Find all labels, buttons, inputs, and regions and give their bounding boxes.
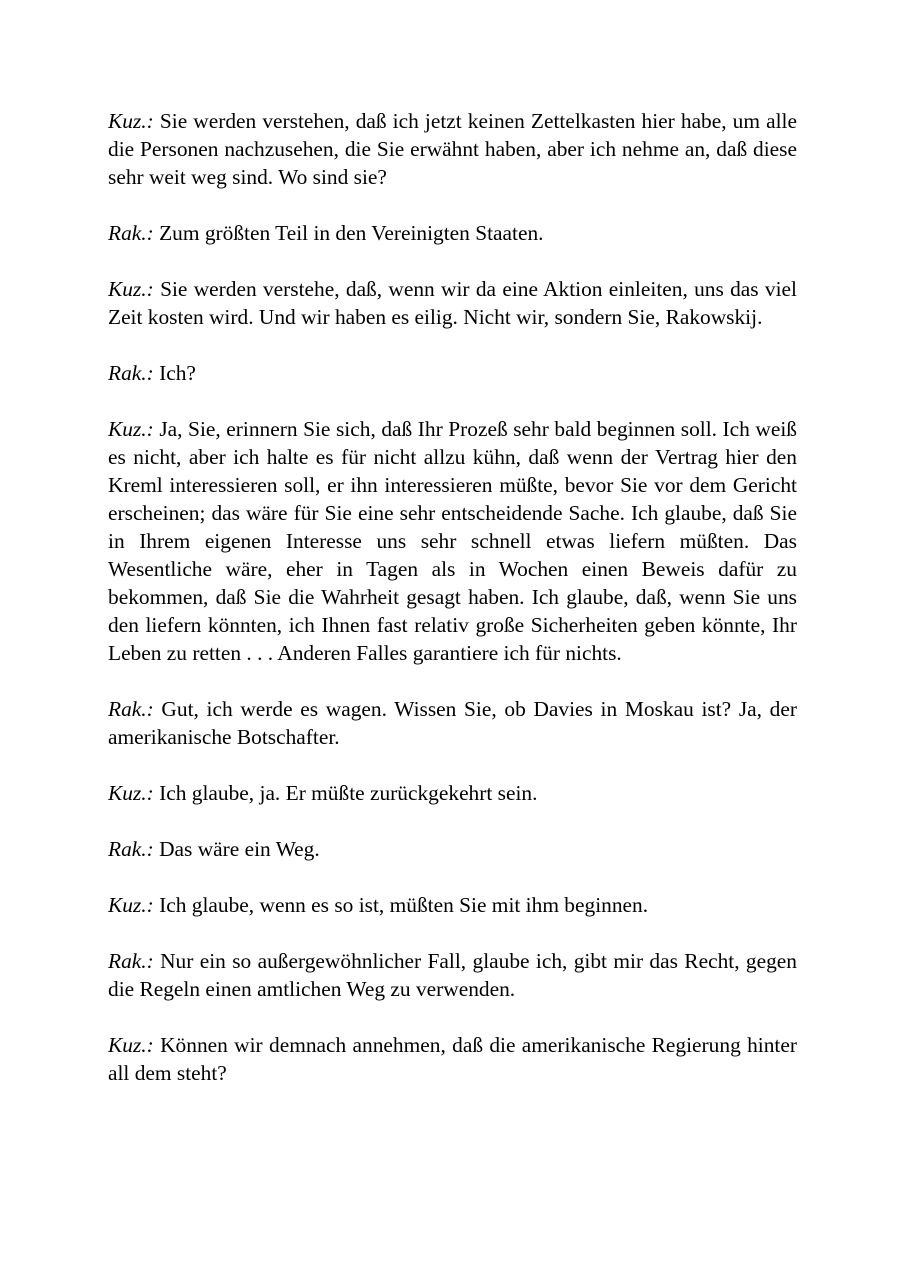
- dialogue-text: Ja, Sie, erinnern Sie sich, daß Ihr Prozeß sehr bald beginnen soll. Ich weiß es nicht, aber ich halte es für nicht allzu kühn, daß wenn der Vertrag hier den Kreml interessieren soll, er ihn interessieren müßte, bevor Sie vor dem Gericht erscheinen; das wäre für Sie eine sehr entscheidende Sache. Ich glaube, daß Sie in Ihrem eigenen Interesse uns sehr schnell etwas liefern müßten. Das Wesentliche wäre, eher in Tagen als in Wochen einen Beweis dafür zu bekommen, daß Sie die Wahrheit gesagt haben. Ich glaube, daß, wenn Sie uns den liefern könnten, ich Ihnen fast relativ große Sicherheiten geben könnte, Ihr Leben zu retten . . . Anderen Falles garantiere ich für nichts.: [108, 417, 797, 665]
- dialogue-entry: [108, 107, 797, 191]
- speaker-label: Rak.:: [108, 949, 154, 973]
- document-page: [108, 107, 797, 1115]
- dialogue-text: Zum größten Teil in den Vereinigten Staaten.: [159, 221, 544, 245]
- speaker-label: Kuz.:: [108, 893, 154, 917]
- dialogue-entry: [108, 415, 797, 667]
- dialogue-text: Ich glaube, ja. Er müßte zurückgekehrt sein.: [159, 781, 538, 805]
- dialogue-entry: [108, 947, 797, 1003]
- dialogue-text: Das wäre ein Weg.: [159, 837, 320, 861]
- dialogue-entry: [108, 275, 797, 331]
- speaker-label: Kuz.:: [108, 781, 154, 805]
- dialogue-entry: [108, 779, 797, 807]
- dialogue-text: Ich glaube, wenn es so ist, müßten Sie mit ihm beginnen.: [159, 893, 649, 917]
- speaker-label: Kuz.:: [108, 1033, 154, 1057]
- dialogue-entry: [108, 891, 797, 919]
- dialogue-text: Ich?: [159, 361, 196, 385]
- speaker-label: Kuz.:: [108, 109, 154, 133]
- speaker-label: Rak.:: [108, 361, 154, 385]
- dialogue-text: Nur ein so außergewöhnlicher Fall, glaube ich, gibt mir das Recht, gegen die Regeln einen amtlichen Weg zu verwenden.: [108, 949, 797, 1001]
- dialogue-entry: [108, 219, 797, 247]
- dialogue-entry: [108, 359, 797, 387]
- speaker-label: Rak.:: [108, 837, 154, 861]
- speaker-label: Kuz.:: [108, 277, 154, 301]
- dialogue-entry: [108, 695, 797, 751]
- dialogue-entry: [108, 835, 797, 863]
- speaker-label: Rak.:: [108, 221, 154, 245]
- speaker-label: Rak.:: [108, 697, 154, 721]
- dialogue-entry: [108, 1031, 797, 1087]
- speaker-label: Kuz.:: [108, 417, 154, 441]
- dialogue-text: Sie werden verstehe, daß, wenn wir da eine Aktion einleiten, uns das viel Zeit kosten wird. Und wir haben es eilig. Nicht wir, sondern Sie, Rakowskij.: [108, 277, 797, 329]
- dialogue-text: Sie werden verstehen, daß ich jetzt keinen Zettelkasten hier habe, um alle die Personen nachzusehen, die Sie erwähnt haben, aber ich nehme an, daß diese sehr weit weg sind. Wo sind sie?: [108, 109, 797, 189]
- dialogue-text: Können wir demnach annehmen, daß die amerikanische Regierung hinter all dem steht?: [108, 1033, 797, 1085]
- dialogue-text: Gut, ich werde es wagen. Wissen Sie, ob Davies in Moskau ist? Ja, der amerikanische Botschafter.: [108, 697, 797, 749]
